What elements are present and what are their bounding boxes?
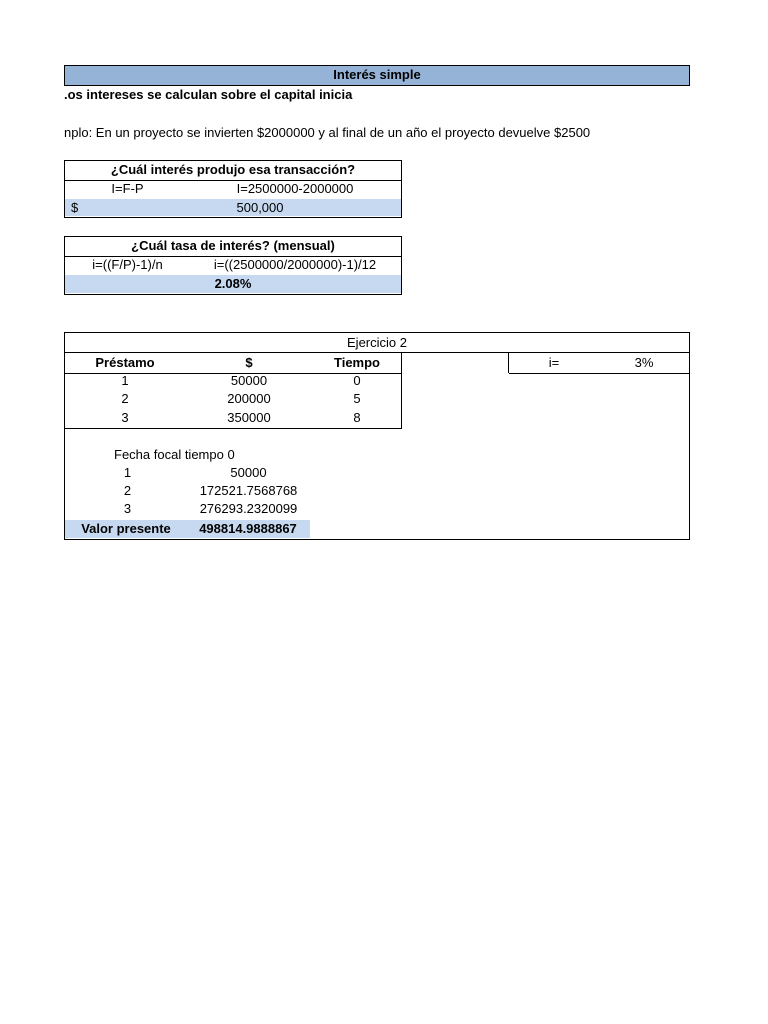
rate-value: 3% — [634, 355, 654, 370]
rate-formula-left: i=((F/P)-1)/n — [92, 257, 163, 272]
table-row: 1 — [121, 373, 129, 388]
interest-table — [64, 160, 402, 218]
rate-table — [64, 236, 402, 295]
table-row: 5 — [353, 391, 361, 406]
table-row: 350000 — [227, 410, 271, 425]
ejercicio-title: Ejercicio 2 — [347, 335, 407, 350]
focal-row: 50000 — [230, 465, 267, 480]
col-prestamo: Préstamo — [95, 355, 155, 370]
table-row: 2 — [121, 391, 129, 406]
interest-result-row — [65, 199, 401, 216]
rate-formula-right: i=((2500000/2000000)-1)/12 — [213, 257, 377, 272]
focal-row: 172521.7568768 — [199, 483, 298, 498]
rate-table-header: ¿Cuál tasa de interés? (mensual) — [131, 238, 335, 253]
focal-row: 1 — [123, 465, 132, 480]
present-value-amount: 498814.9888867 — [199, 521, 297, 536]
table-row: 50000 — [230, 373, 268, 388]
rate-result: 2.08% — [65, 275, 401, 293]
focal-row: 276293.2320099 — [199, 501, 298, 516]
table-row: 0 — [353, 373, 361, 388]
sheet-title: Interés simple — [64, 65, 690, 86]
currency-symbol: $ — [71, 200, 79, 215]
present-value-label: Valor presente — [81, 521, 171, 536]
example-text: nplo: En un proyecto se invierten $2000000 y al final de un año el proyecto devuelve $2500 — [64, 125, 591, 140]
focal-row: 2 — [123, 483, 132, 498]
table-row: 200000 — [227, 391, 271, 406]
focal-row: 3 — [123, 501, 132, 516]
formula-left: I=F-P — [111, 181, 144, 196]
interest-result: 500,000 — [236, 200, 284, 215]
interest-table-header: ¿Cuál interés produjo esa transacción? — [110, 162, 356, 177]
col-tiempo: Tiempo — [334, 355, 380, 370]
focal-label: Fecha focal tiempo 0 — [114, 447, 235, 462]
table-row: 3 — [121, 410, 129, 425]
formula-right: I=2500000-2000000 — [236, 181, 354, 196]
subtitle-text: .os intereses se calculan sobre el capital inicia — [64, 87, 353, 102]
present-value-row — [65, 520, 310, 538]
col-dollar: $ — [245, 355, 253, 370]
table-row: 8 — [353, 410, 361, 425]
ejercicio-table — [64, 332, 690, 540]
rate-label: i= — [548, 355, 560, 370]
